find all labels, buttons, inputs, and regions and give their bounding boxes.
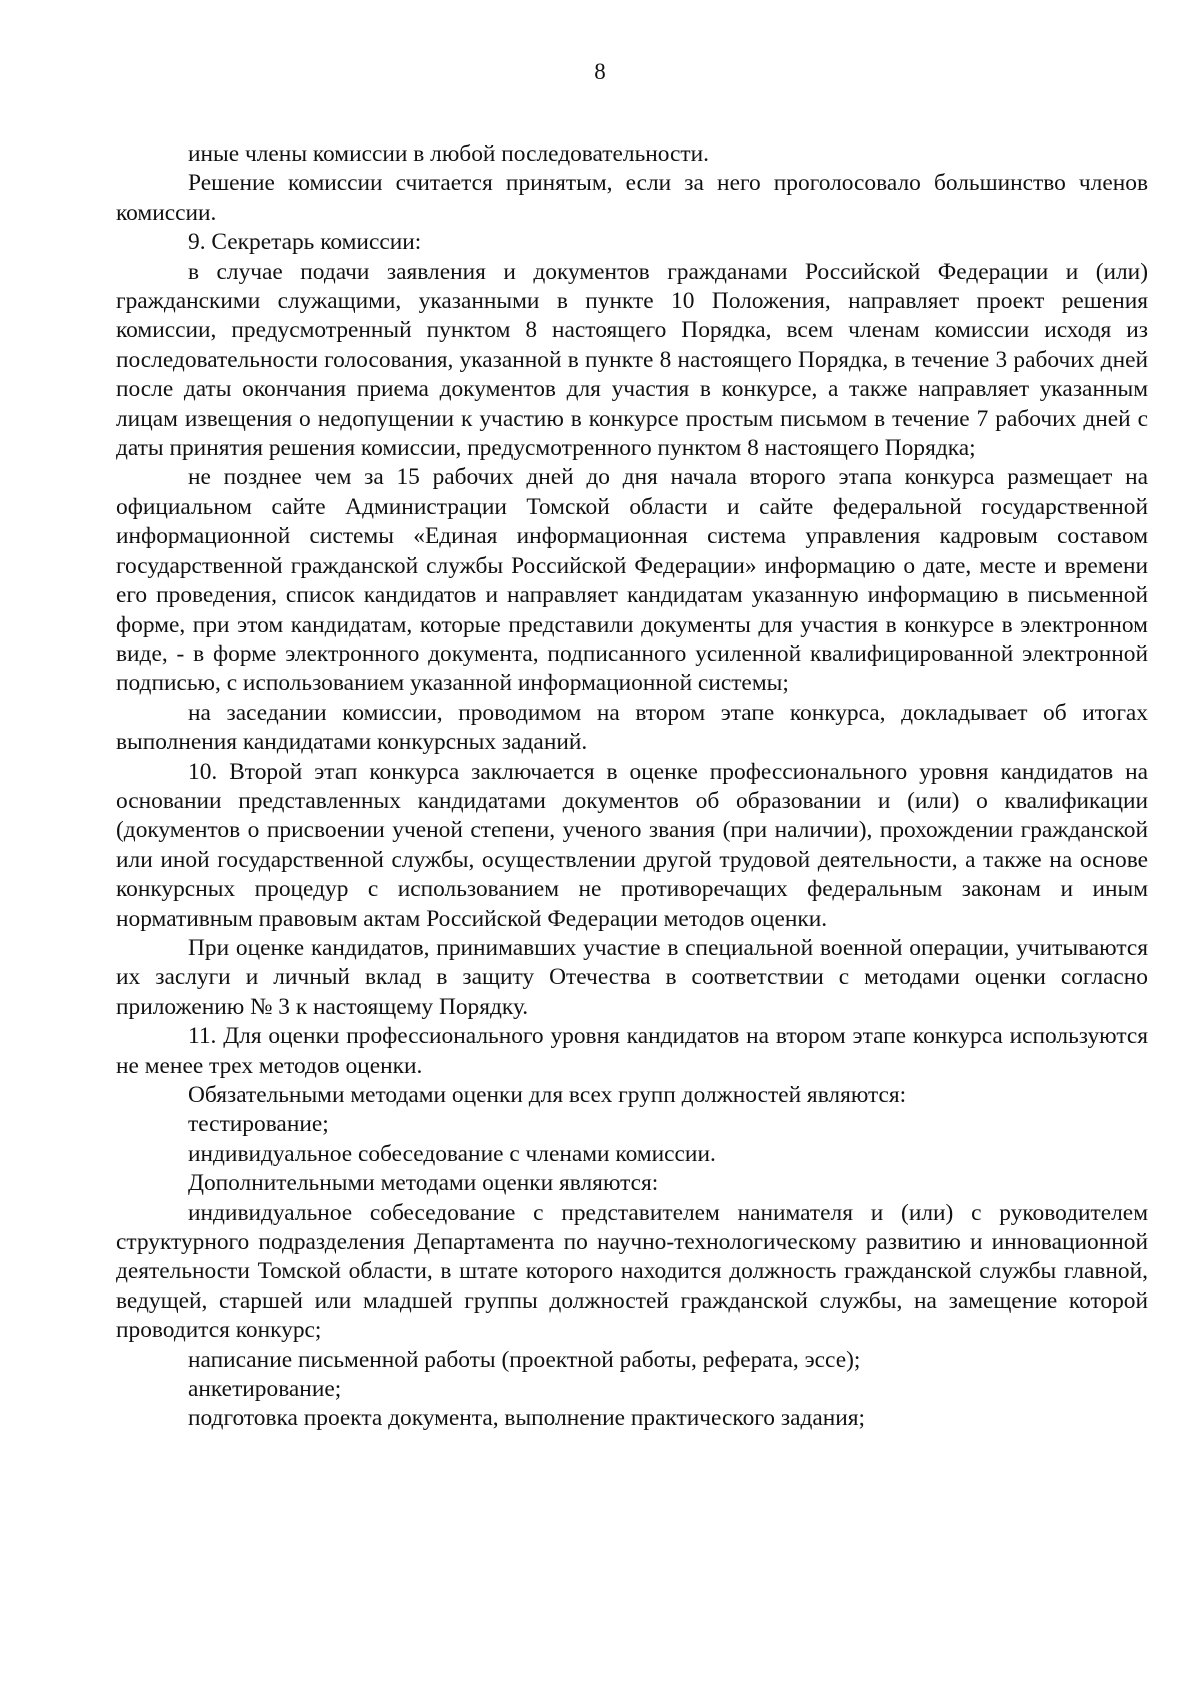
paragraph-decision-rule: Решение комиссии считается принятым, если за него проголосовало большинство членов комиссии. xyxy=(116,170,1148,226)
list-item-questionnaire: анкетирование; xyxy=(188,1376,342,1403)
paragraph-secretary-duty-1: в случае подачи заявления и документов гражданами Российской Федерации и (или) гражданскими служащими, указанными в пункте 10 Положения, направляет проект решения комиссии, предусмотренный пунктом 8 настоящего Порядка, всем членам комиссии исходя из последовательности голосования, указанной в пункте 8 настоящего Порядка, в течение 3 рабочих дней после даты окончания приема документов для участия в конкурсе, а также направляет указанным лицам извещения о недопущении к участию в конкурсе простым письмом в течение 7 рабочих дней с даты принятия решения комиссии, предусмотренного пунктом 8 настоящего Порядка; xyxy=(116,258,1148,462)
list-item-interview-commission: индивидуальное собеседование с членами комиссии. xyxy=(188,1140,716,1167)
paragraph-mandatory-methods: Обязательными методами оценки для всех групп должностей являются: xyxy=(188,1082,907,1108)
paragraph-secretary-duty-3: на заседании комиссии, проводимом на втором этапе конкурса, докладывает об итогах выполнения кандидатами конкурсных заданий. xyxy=(116,699,1148,756)
list-item-interview-employer: индивидуальное собеседование с представителем нанимателя и (или) с руководителем структурного подразделения Департамента по научно-технологическому развитию и инновационной деятельности Томской области, в штате которого находится должность гражданской службы главной, ведущей, старшей или младшей группы должностей гражданской службы, на замещение которой проводится конкурс; xyxy=(116,1199,1148,1344)
paragraph-members-order: иные члены комиссии в любой последовательности. xyxy=(188,141,710,167)
paragraph-additional-methods: Дополнительными методами оценки являются: xyxy=(188,1170,659,1197)
document-body xyxy=(116,140,1148,1434)
list-item-practical-task: подготовка проекта документа, выполнение практического задания; xyxy=(188,1405,866,1432)
paragraph-second-stage: 10. Второй этап конкурса заключается в оценке профессионального уровня кандидатов на основании представленных кандидатами документов об образовании и (или) о квалификации (документов о присвоении ученой степени, ученого звания (при наличии), прохождении гражданской или иной государственной службы, осуществлении другой трудовой деятельности, а также на основе конкурсных процедур с использованием не противоречащих федеральным законам и иным нормативным правовым актам Российской Федерации методов оценки. xyxy=(116,758,1148,932)
list-item-testing: тестирование; xyxy=(188,1111,329,1138)
page-number: 8 xyxy=(594,59,606,84)
paragraph-secretary-heading: 9. Секретарь комиссии: xyxy=(188,229,422,256)
list-item-written-work: написание письменной работы (проектной работы, реферата, эссе); xyxy=(188,1346,861,1373)
paragraph-evaluation-methods: 11. Для оценки профессионального уровня кандидатов на втором этапе конкурса используются не менее трех методов оценки. xyxy=(116,1023,1148,1079)
paragraph-svo-candidates: При оценке кандидатов, принимавших участие в специальной военной операции, учитываются их заслуги и личный вклад в защиту Отечества в соответствии с методами оценки согласно приложению № 3 к настоящему Порядку. xyxy=(116,934,1148,1020)
paragraph-secretary-duty-2: не позднее чем за 15 рабочих дней до дня начала второго этапа конкурса размещает на официальном сайте Администрации Томской области и сайте федеральной государственной информационной системы «Единая информационная система управления кадровым составом государственной гражданской службы Российской Федерации» информацию о дате, месте и времени его проведения, список кандидатов и направляет кандидатам указанную информацию в письменной форме, при этом кандидатам, которые представили документы для участия в конкурсе в электронном виде, - в форме электронного документа, подписанного усиленной квалифицированной электронной подписью, с использованием указанной информационной системы; xyxy=(116,464,1148,697)
